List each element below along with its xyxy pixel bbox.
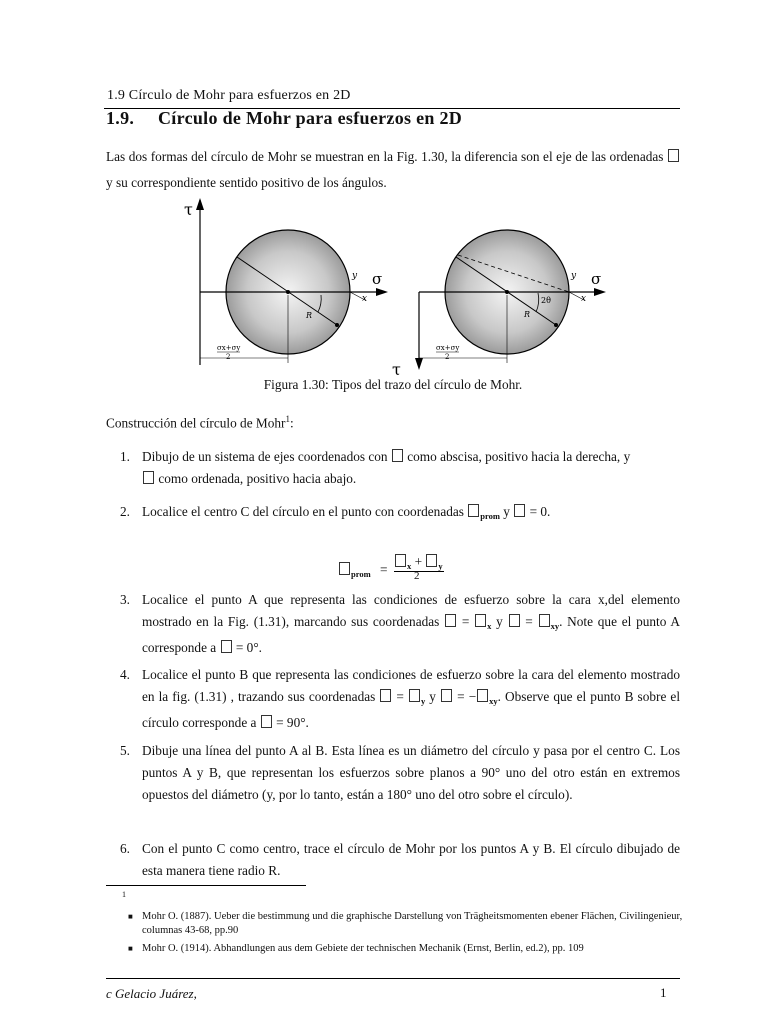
footer-author: c Gelacio Juárez, (106, 986, 197, 1001)
missing-glyph-icon (509, 614, 520, 627)
left-x-label: x (362, 294, 368, 304)
missing-glyph-icon (514, 504, 525, 517)
right-sigma-arrow-icon (594, 288, 606, 296)
left-radius-label: R (306, 311, 313, 320)
construction-heading: Construcción del círculo de Mohr$^1$: (106, 414, 294, 431)
left-frac-num: σx+σy (217, 344, 241, 352)
missing-glyph-icon (477, 689, 488, 702)
list-item: 6. Con el punto C como centro, trace el círculo de Mohr por los puntos A y B. El círculo dibujado de esta manera tiene radio R. (120, 841, 680, 878)
figure-caption: Figura 1.30: Tipos del trazo del círculo de Mohr. (263, 377, 523, 392)
left-sigma-label: σ (372, 270, 383, 288)
right-sigma-label: σ (591, 270, 602, 288)
missing-glyph-icon (409, 689, 420, 702)
running-header: 1.9 Círculo de Mohr para esfuerzos en 2D (107, 88, 351, 103)
missing-glyph-icon (441, 689, 452, 702)
missing-glyph-icon (261, 715, 272, 728)
footnote-item: ■ Mohr O. (1914). Abhandlungen aus dem Gebiete der technischen Mechanik (Ernst, Berlin, ed.2), pp. 109 (128, 943, 584, 954)
section-number: 1.9. (106, 108, 135, 128)
list-item: 2. Localice el centro C del círculo en el punto con coordenadas $_{prom}$ y = 0. (120, 504, 551, 521)
footnote-rule (106, 885, 306, 886)
missing-glyph-icon (445, 614, 456, 627)
construction-label: Construcción del círculo de Mohr (106, 415, 286, 431)
page-number: 1 (660, 985, 667, 1000)
left-tau-label: τ (184, 200, 193, 219)
intro-text-b: y su correspondiente sentido positivo de los ángulos. (106, 175, 387, 190)
missing-glyph-icon (475, 614, 486, 627)
right-x-label: x (581, 294, 587, 304)
missing-glyph-icon (339, 562, 350, 575)
left-frac-den: 2 (226, 353, 231, 361)
right-frac-num: σx+σy (436, 344, 460, 352)
missing-glyph-icon (395, 554, 406, 567)
mohr-circle-figure (184, 195, 610, 379)
missing-glyph-icon (221, 640, 232, 653)
missing-glyph-icon (539, 614, 550, 627)
intro-text-a: Las dos formas del círculo de Mohr se muestran en la Fig. 1.30, la diferencia son el eje de las ordenadas (106, 149, 667, 164)
intro-paragraph (106, 144, 680, 196)
missing-glyph-icon (468, 504, 479, 517)
section-title: Círculo de Mohr para esfuerzos en 2D (158, 108, 463, 128)
right-tau-arrow-icon (415, 358, 423, 370)
right-center-point (505, 290, 509, 294)
footer-rule (106, 978, 680, 979)
footnote-mark: 1 (122, 890, 126, 899)
bullet-icon: ■ (128, 912, 133, 921)
section-heading (106, 108, 462, 129)
right-diagram (392, 230, 606, 379)
prom-equation: $_{prom}$ = $_x$ + $_y$ 2 (338, 556, 478, 588)
list-item: 5. Dibuje una línea del punto A al B. Esta línea es un diámetro del círculo y pasa por el centro C. Los puntos A y B, que representan los esfuerzos sobre planos a 90° uno del otro están en extremos opuestos del diámetro (y, por lo tanto, están a 180° uno del otro sobre el círculo). (120, 743, 680, 802)
right-y-label: y (571, 271, 577, 281)
missing-glyph-icon (426, 554, 437, 567)
left-y-label: y (352, 271, 358, 281)
left-sigma-arrow-icon (376, 288, 388, 296)
missing-glyph-icon (668, 149, 679, 162)
bullet-icon: ■ (128, 944, 133, 953)
list-item: 1. Dibujo de un sistema de ejes coordenados con como abscisa, positivo hacia la derecha, y como ordenada, positivo hacia abajo. (120, 449, 631, 486)
missing-glyph-icon (380, 689, 391, 702)
left-diagram (184, 198, 388, 365)
footnote-ref[interactable]: 1 (285, 414, 290, 424)
missing-glyph-icon (143, 471, 154, 484)
left-center-point (286, 290, 290, 294)
list-item: 3. Localice el punto A que representa las condiciones de esfuerzo sobre la cara x,del elemento mostrado en la Fig. (1.31), marcando sus coordenadas = $_x$ y = $_{xy}$. Note que el punto A corresponde a = 0°. (120, 592, 680, 655)
list-item: 4. Localice el punto B que representa las condiciones de esfuerzo sobre la cara del elemento mostrado en la fig. (1.31) , trazando sus coordenadas = $_y$ y = − $_{xy}$. Observe que el punto B sobre el círculo corresponde a = 90°. (120, 667, 681, 730)
right-angle-label: 2θ (541, 296, 551, 305)
right-radius-label: R (524, 310, 531, 319)
right-frac-den: 2 (445, 353, 450, 361)
footnote-item: ■ Mohr O. (1887). Ueber die bestimmung und die graphische Darstellung von Trägheitsmomenten ebener Flächen, Civilingenieur, columnas 43-68, pp.90 (128, 911, 683, 936)
right-tau-label: τ (392, 360, 401, 379)
missing-glyph-icon (392, 449, 403, 462)
left-tau-arrow-icon (196, 198, 204, 210)
